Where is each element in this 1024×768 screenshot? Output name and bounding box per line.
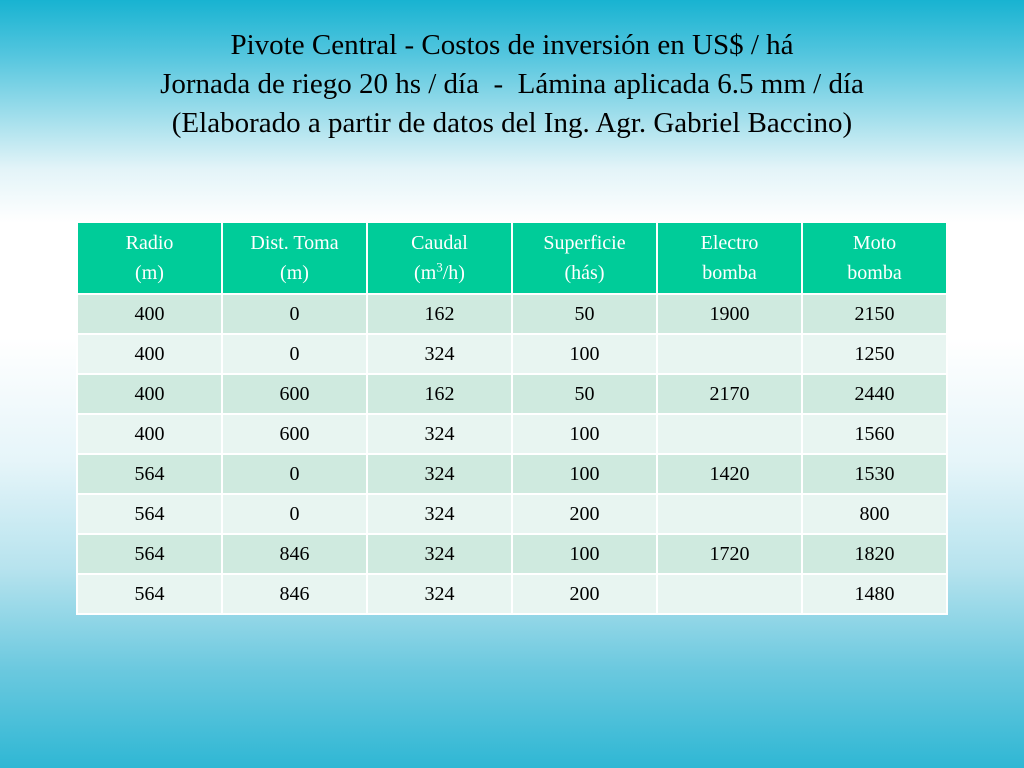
slide-title	[0, 26, 1024, 143]
table-row	[77, 494, 947, 534]
table-row	[77, 334, 947, 374]
table-row	[77, 534, 947, 574]
cell-caudal: 162	[367, 374, 512, 414]
header-electro-bomba-label: bomba	[702, 262, 757, 284]
cell-dist-toma: 600	[222, 374, 367, 414]
header-moto-bomba	[802, 222, 947, 294]
table-row	[77, 414, 947, 454]
cell-caudal: 162	[367, 294, 512, 334]
cell-caudal: 324	[367, 454, 512, 494]
cell-caudal: 324	[367, 414, 512, 454]
header-moto-bomba-label: bomba	[847, 262, 902, 284]
table-row	[77, 294, 947, 334]
header-moto-label: Moto	[852, 232, 897, 254]
header-dist-toma-unit: (m)	[280, 262, 309, 284]
cell-dist-toma: 0	[222, 294, 367, 334]
cell-radio: 400	[77, 334, 222, 374]
cell-superficie: 100	[512, 414, 657, 454]
cell-electro-bomba: 2170	[657, 374, 802, 414]
cell-dist-toma: 0	[222, 454, 367, 494]
cell-moto-bomba: 1530	[802, 454, 947, 494]
cell-electro-bomba	[657, 574, 802, 614]
cell-moto-bomba: 1480	[802, 574, 947, 614]
header-superficie	[512, 222, 657, 294]
header-radio	[77, 222, 222, 294]
table-row	[77, 574, 947, 614]
title-line-2: Jornada de riego 20 hs / día - Lámina aplicada 6.5 mm / día	[160, 68, 864, 100]
cell-electro-bomba	[657, 414, 802, 454]
cell-dist-toma: 0	[222, 334, 367, 374]
cell-dist-toma: 846	[222, 574, 367, 614]
cell-superficie: 100	[512, 534, 657, 574]
table-header-row	[77, 222, 947, 294]
cell-caudal: 324	[367, 334, 512, 374]
cell-caudal: 324	[367, 534, 512, 574]
cost-table	[76, 221, 948, 615]
cell-radio: 564	[77, 454, 222, 494]
cell-moto-bomba: 1560	[802, 414, 947, 454]
header-radio-unit: (m)	[135, 262, 164, 284]
header-electro-bomba	[657, 222, 802, 294]
header-radio-label: Radio	[125, 232, 174, 254]
header-superficie-unit: (hás)	[564, 262, 605, 284]
header-superficie-label: Superficie	[543, 232, 626, 254]
cell-dist-toma: 0	[222, 494, 367, 534]
cell-radio: 400	[77, 294, 222, 334]
header-caudal-label: Caudal	[411, 232, 468, 254]
cell-radio: 564	[77, 494, 222, 534]
cell-moto-bomba: 1820	[802, 534, 947, 574]
cell-radio: 564	[77, 574, 222, 614]
cell-superficie: 100	[512, 454, 657, 494]
table-row	[77, 374, 947, 414]
cell-moto-bomba: 800	[802, 494, 947, 534]
cell-electro-bomba: 1720	[657, 534, 802, 574]
cell-moto-bomba: 2150	[802, 294, 947, 334]
cell-moto-bomba: 1250	[802, 334, 947, 374]
cell-radio: 400	[77, 414, 222, 454]
title-line-3: (Elaborado a partir de datos del Ing. Agr. Gabriel Baccino)	[171, 107, 853, 139]
cell-superficie: 200	[512, 574, 657, 614]
title-line-1: Pivote Central - Costos de inversión en US$ / há	[230, 29, 794, 61]
cell-caudal: 324	[367, 574, 512, 614]
cell-superficie: 200	[512, 494, 657, 534]
cell-superficie: 100	[512, 334, 657, 374]
cell-electro-bomba: 1900	[657, 294, 802, 334]
cell-electro-bomba: 1420	[657, 454, 802, 494]
header-caudal	[367, 222, 512, 294]
header-electro-label: Electro	[700, 232, 759, 254]
cell-moto-bomba: 2440	[802, 374, 947, 414]
cell-dist-toma: 846	[222, 534, 367, 574]
cell-caudal: 324	[367, 494, 512, 534]
table-body	[77, 294, 947, 614]
cell-electro-bomba	[657, 334, 802, 374]
cell-superficie: 50	[512, 294, 657, 334]
cell-radio: 564	[77, 534, 222, 574]
table-row	[77, 454, 947, 494]
cell-electro-bomba	[657, 494, 802, 534]
header-dist-toma	[222, 222, 367, 294]
header-dist-toma-label: Dist. Toma	[250, 232, 339, 254]
header-caudal-unit: $(m^3/h)$	[414, 259, 465, 284]
cell-dist-toma: 600	[222, 414, 367, 454]
cell-radio: 400	[77, 374, 222, 414]
cell-superficie: 50	[512, 374, 657, 414]
